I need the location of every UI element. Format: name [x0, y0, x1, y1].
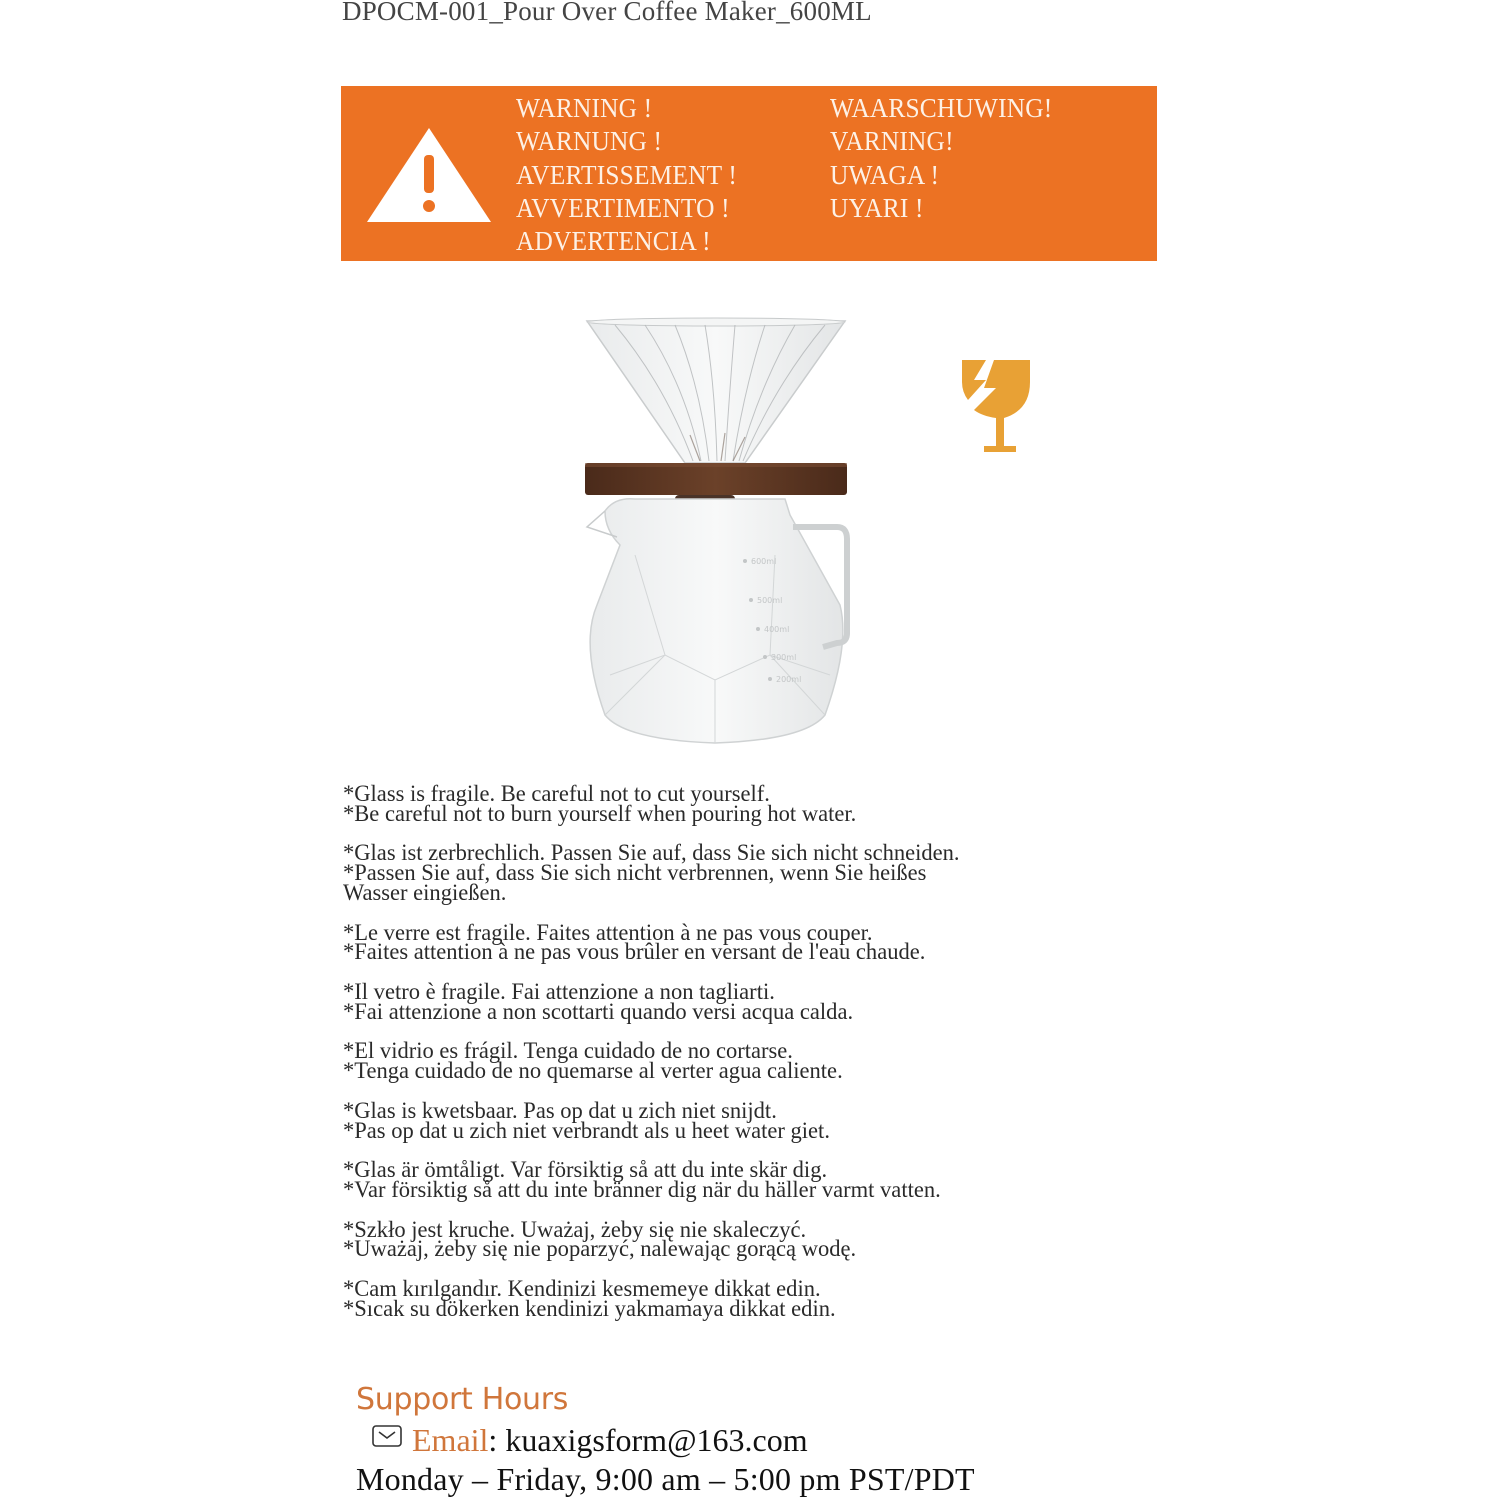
instructions-en [343, 781, 1147, 826]
support-email-link[interactable]: kuaxigsform@163.com [505, 1422, 808, 1458]
instructions-es [343, 1038, 1147, 1084]
warning-label-sv: VARNING! [830, 126, 954, 157]
instruction-line: *Glas is kwetsbaar. Pas op dat u zich niet snijdt. [343, 1097, 777, 1123]
instruction-line: *Cam kırılgandır. Kendinizi kesmemeye dikkat edin. [343, 1275, 821, 1301]
instruction-line: *Fai attenzione a non scottarti quando versi acqua calda. [343, 998, 854, 1024]
warning-label-es: ADVERTENCIA ! [516, 226, 711, 257]
instruction-line: *Le verre est fragile. Faites attention à ne pas vous couper. [343, 919, 873, 945]
support-title: Support Hours [356, 1382, 569, 1417]
instruction-line: *Il vetro è fragile. Fai attenzione a non tagliarti. [343, 978, 775, 1004]
email-separator: : [488, 1422, 498, 1458]
warning-labels-left [516, 92, 737, 258]
instruction-line: *Passen Sie auf, dass Sie sich nicht verbrennen, wenn Sie heißes [343, 860, 927, 886]
instruction-line: *El vidrio es frágil. Tenga cuidado de no cortarse. [343, 1038, 793, 1064]
svg-text:200ml: 200ml [776, 675, 802, 684]
pour-over-coffee-maker-image [575, 315, 875, 750]
safety-instructions [343, 781, 1147, 1338]
instruction-line: *Sıcak su dökerken kendinizi yakmamaya dikkat edin. [343, 1295, 836, 1321]
instructions-fr [343, 919, 1147, 965]
instructions-tr [343, 1275, 1147, 1321]
svg-text:300ml: 300ml [771, 653, 797, 662]
instruction-line: *Var försiktig så att du inte bränner dig när du häller varmt vatten. [343, 1176, 941, 1202]
instructions-sv [343, 1157, 1147, 1202]
support-hours: Monday – Friday, 9:00 am – 5:00 pm PST/PDT [356, 1461, 975, 1497]
svg-text:500ml: 500ml [757, 596, 783, 605]
warning-label-pl: UWAGA ! [830, 159, 940, 190]
fragile-glass-icon [960, 358, 1032, 456]
instruction-line: *Uważaj, żeby się nie poparzyć, nalewając gorącą wodę. [343, 1236, 857, 1262]
instruction-line: *Be careful not to burn yourself when pouring hot water. [343, 800, 857, 826]
instruction-line: Wasser eingießen. [343, 879, 507, 905]
warning-label-fr: AVERTISSEMENT ! [516, 159, 738, 190]
warning-label-tr: UYARI ! [830, 192, 924, 223]
warning-label-nl: WAARSCHUWING! [830, 93, 1053, 123]
instructions-nl [343, 1097, 1147, 1143]
warning-label-de: WARNUNG ! [516, 126, 663, 157]
warning-banner [341, 86, 1157, 261]
warning-triangle-icon [367, 128, 491, 222]
svg-text:400ml: 400ml [764, 625, 790, 634]
support-section [356, 1380, 1116, 1498]
instructions-pl [343, 1216, 1147, 1262]
support-email-row [356, 1420, 1116, 1460]
instruction-line: *Glass is fragile. Be careful not to cut yourself. [343, 781, 770, 806]
instruction-line: *Faites attention à ne pas vous brûler en versant de l'eau chaude. [343, 939, 926, 965]
instruction-line: *Glas är ömtåligt. Var försiktig så att du inte skär dig. [343, 1157, 828, 1183]
warning-label-it: AVVERTIMENTO ! [516, 192, 730, 223]
instructions-it [343, 978, 1147, 1024]
instruction-line: *Pas op dat u zich niet verbrandt als u heet water giet. [343, 1117, 830, 1143]
instruction-line: *Szkło jest kruche. Uważaj, żeby się nie skaleczyć. [343, 1216, 807, 1242]
mail-icon [372, 1425, 402, 1447]
instructions-de [343, 840, 1147, 905]
warning-label-en: WARNING ! [516, 93, 653, 123]
instruction-line: *Glas ist zerbrechlich. Passen Sie auf, dass Sie sich nicht schneiden. [343, 840, 960, 866]
warning-labels-right [830, 92, 1052, 225]
document-title: DPOCM-001_Pour Over Coffee Maker_600ML [342, 0, 872, 26]
instruction-line: *Tenga cuidado de no quemarse al verter agua caliente. [343, 1058, 843, 1084]
email-label: Email [412, 1422, 489, 1458]
marking-600ml: 600ml [751, 557, 777, 566]
